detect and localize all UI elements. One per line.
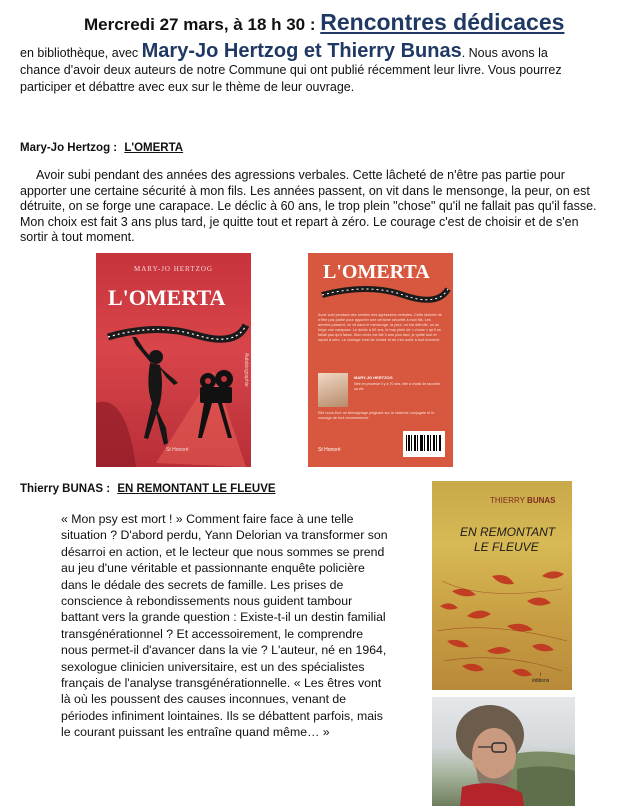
book1-title: L'OMERTA [124,142,184,154]
omerta-back-publisher: St Honoré [318,447,341,453]
portrait-art [432,697,575,806]
event-heading [84,9,564,36]
omerta-back-bio: Née en province il y a 70 ans, elle a choisi de raconter sa vie. [354,382,441,391]
fleuve-author-last: BUNAS [527,496,556,505]
book1-author: Mary-Jo Hertzog : [20,142,118,154]
fleuve-title-line1: EN REMONTANT [460,525,556,539]
omerta-front-genre: Autobiographie [243,353,249,387]
intro-authors: Mary-Jo Hertzog et Thierry Bunas [141,40,462,62]
fleuve-title-line2: LE FLEUVE [474,540,539,554]
omerta-front-publisher: St Honoré [166,447,189,453]
omerta-back-blurb: Avoir subi pendant des années des agressions verbales. Cette lâcheté de n'être pas partie pour apporter une certaine sécurité à mon fils. Les années passent, on vit dans le mensonge, la peur, on est détruite, on se forge une carapace. Le déclic à 60 ans, le trop plein de « chose » qu'il ne fallait pas qu'il fasse. Mon choix est fait 3 ans plus tard, je quitte tout et repart à zéro. Le courage c'est de choisir et de s'en sortir à tout moment. [318,313,442,342]
fleuve-cover-art [432,481,572,690]
omerta-front-title: L'OMERTA [108,285,226,310]
book1-heading [20,142,183,154]
omerta-back-blurb2: Elle nous livre un témoignage poignant sur la violence conjugale et le courage de tout recommencer. [318,411,435,420]
omerta-back-cover [308,253,453,467]
book1-description: Avoir subi pendant des années des agressions verbales. Cette lâcheté de n'être pas partie pour apporter une certaine sécurité à mon fils. Les années passent, on vit dans le mensonge, la peur, on est détruite, on se forge une carapace. Le déclic à 60 ans, le trop plein "chose" qu'il ne fallait pas qu'il fasse. Mon choix est fait 3 ans plus tard, je quitte tout et repart à zéro. Le courage c'est de choisir et de s'en sortir à tout moment. [20,168,597,244]
omerta-front-author: MARY-JO HERTZOG [134,265,213,273]
intro-before: en bibliothèque, avec [20,46,142,60]
event-date: Mercredi 27 mars, à 18 h 30 : [84,15,321,34]
book2-author: Thierry BUNAS : [20,483,111,495]
author-photo-small [318,373,348,407]
fleuve-cover-publisher: i éditions [532,672,550,684]
author-portrait-photo [432,697,575,806]
book2-title: EN REMONTANT LE FLEUVE [117,483,276,495]
barcode [403,431,445,457]
fleuve-cover-author [490,496,556,505]
fleuve-author-first: THIERRY [490,496,528,505]
intro-after: . Nous avons la chance d'avoir deux auteurs de notre Commune qui ont publié récemment leur livre. Vous pourrez participer et débattre avec eux sur le thème de leur ouvrage. [20,46,562,94]
omerta-back-author: MARY-JO HERTZOG [354,375,393,380]
fleuve-cover [432,481,572,690]
book2-description: « Mon psy est mort ! » Comment faire face à une telle situation ? D'abord perdu, Yann Delorian va transformer son désarroi en action, et le lecteur que nous sommes se prend au jeu d'une véritable et passionnante enquête policière dans le dédale des secrets de famille. Les prises de conscience à rebondissements nous guident tambour battant vers la grande question : Existe-t-il un destin familial transgénérationnel ? Et accessoirement, le comprendre nous permet-il d'avancer dans la vie ? L'auteur, né en 1964, sexologue clinicien universitaire, est un des spécialistes français de l'analyse transgénérationnelle. « Les êtres vont là où les poussent des causes inconnues, venant de périodes infiniment lointaines. Ils se débattent parfois, mais le courant puissant les entraîne quand même… » [61,512,388,740]
event-title: Rencontres dédicaces [320,9,565,35]
barcode-icon [403,431,445,457]
book2-heading [20,483,276,495]
intro-paragraph [20,40,590,96]
omerta-front-cover [96,253,251,467]
omerta-back-title: L'OMERTA [323,261,430,283]
fleuve-cover-title [460,525,555,555]
